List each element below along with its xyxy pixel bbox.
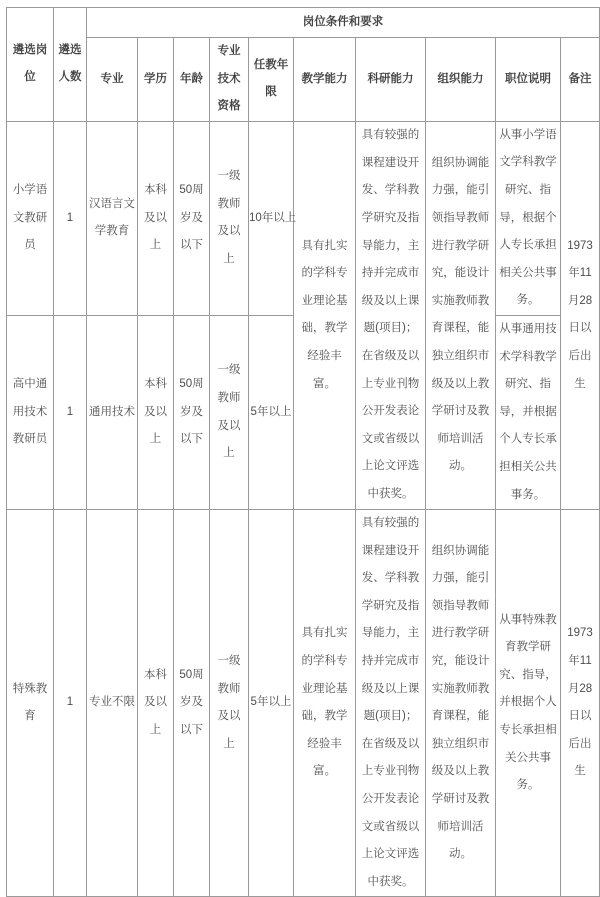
cell-degree: 本科及以上 xyxy=(138,510,174,897)
cell-degree: 本科及以上 xyxy=(138,315,174,509)
cell-research-ability-merged: 具有较强的课程建设开发、学科教学研究及指导能力，主持并完成市级及以上课题(项目)；在省级及以上专业刊物公开发表论文或省级以上论文评选中获奖。 xyxy=(356,121,426,509)
cell-teaching-years: 10年以上 xyxy=(249,121,294,315)
table-row-special-education xyxy=(7,510,600,897)
cell-organization-ability: 组织协调能力强，能引领指导教师进行教学研究，能设计实施教师教育课程，能独立组织市级及以上教学研讨及教师培训活动。 xyxy=(426,510,496,897)
header-row-sub xyxy=(7,38,600,122)
cell-count: 1 xyxy=(54,510,87,897)
cell-remark-merged: 1973年11月28日以后出生 xyxy=(561,121,600,509)
cell-position: 小学语文教研员 xyxy=(7,121,54,315)
col-header-position: 遴选岗位 xyxy=(7,8,54,122)
col-header-requirements-group: 岗位条件和要求 xyxy=(87,8,600,38)
col-header-research-ability: 科研能力 xyxy=(356,38,426,122)
col-header-qualification: 专业技术资格 xyxy=(210,38,249,122)
cell-age: 50周岁及以下 xyxy=(174,121,210,315)
cell-qualification: 一级教师及以上 xyxy=(210,121,249,315)
cell-position: 高中通用技术教研员 xyxy=(7,315,54,509)
cell-major: 汉语言文学教育 xyxy=(87,121,138,315)
header-row-top xyxy=(7,8,600,38)
cell-job-description: 从事通用技术学科教学研究、指导，并根据个人专长承担相关公共事务。 xyxy=(496,315,561,509)
cell-age: 50周岁及以下 xyxy=(174,510,210,897)
cell-count: 1 xyxy=(54,121,87,315)
recruitment-positions-table xyxy=(6,7,600,897)
cell-qualification: 一级教师及以上 xyxy=(210,315,249,509)
col-header-organization-ability: 组织能力 xyxy=(426,38,496,122)
cell-age: 50周岁及以下 xyxy=(174,315,210,509)
cell-teaching-years: 5年以上 xyxy=(249,315,294,509)
col-header-age: 年龄 xyxy=(174,38,210,122)
cell-teaching-years: 5年以上 xyxy=(249,510,294,897)
col-header-major: 专业 xyxy=(87,38,138,122)
cell-count: 1 xyxy=(54,315,87,509)
col-header-teaching-years: 任教年限 xyxy=(249,38,294,122)
cell-major: 通用技术 xyxy=(87,315,138,509)
cell-job-description: 从事小学语文学科教学研究、指导，根据个人专长承担相关公共事务。 xyxy=(496,121,561,315)
cell-qualification: 一级教师及以上 xyxy=(210,510,249,897)
col-header-teaching-ability: 教学能力 xyxy=(294,38,356,122)
cell-job-description: 从事特殊教育教学研究、指导，并根据个人专长承担相关公共事务。 xyxy=(496,510,561,897)
table-row-primary-chinese xyxy=(7,121,600,315)
col-header-remark: 备注 xyxy=(561,38,600,122)
cell-teaching-ability: 具有扎实的学科专业理论基础，教学经验丰富。 xyxy=(294,510,356,897)
cell-degree: 本科及以上 xyxy=(138,121,174,315)
cell-research-ability: 具有较强的课程建设开发、学科教学研究及指导能力，主持并完成市级及以上课题(项目)；在省级及以上专业刊物公开发表论文或省级以上论文评选中获奖。 xyxy=(356,510,426,897)
cell-major: 专业不限 xyxy=(87,510,138,897)
cell-organization-ability-merged: 组织协调能力强，能引领指导教师进行教学研究，能设计实施教师教育课程，能独立组织市级及以上教学研讨及教师培训活动。 xyxy=(426,121,496,509)
col-header-degree: 学历 xyxy=(138,38,174,122)
cell-remark: 1973年11月28日以后出生 xyxy=(561,510,600,897)
cell-position: 特殊教育 xyxy=(7,510,54,897)
cell-teaching-ability-merged: 具有扎实的学科专业理论基础，教学经验丰富。 xyxy=(294,121,356,509)
col-header-job-description: 职位说明 xyxy=(496,38,561,122)
col-header-count: 遴选人数 xyxy=(54,8,87,122)
